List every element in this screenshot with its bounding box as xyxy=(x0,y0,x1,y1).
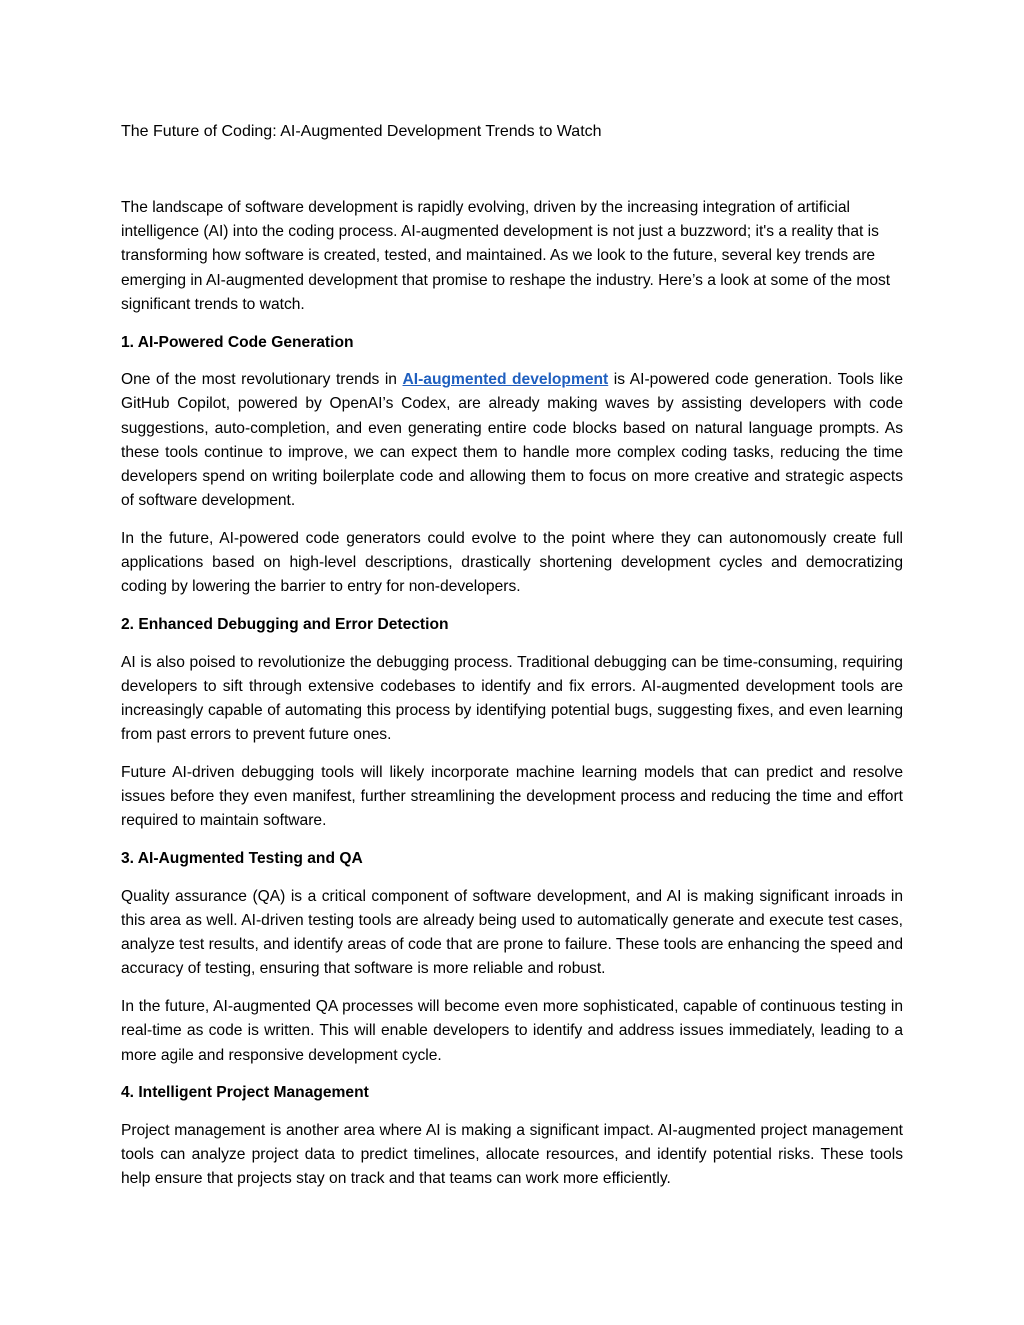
document-body xyxy=(121,196,903,1205)
section-heading-code-generation: 1. AI-Powered Code Generation xyxy=(121,333,354,351)
section-paragraph: AI is also poised to revolutionize the debugging process. Traditional debugging can be time-consuming, requiring developers to sift through extensive codebases to identify and fix errors. AI-augmented development tools are increasingly capable of automating this process by identifying potential bugs, suggesting fixes, and even learning from past errors to prevent future ones. xyxy=(121,653,903,744)
section-paragraph: Future AI-driven debugging tools will likely incorporate machine learning models that can predict and resolve issues before they even manifest, further streamlining the development process and reducing the time and effort required to maintain software. xyxy=(121,764,903,830)
section-heading-debugging: 2. Enhanced Debugging and Error Detection xyxy=(121,616,449,634)
section-paragraph: In the future, AI-augmented QA processes will become even more sophisticated, capable of continuous testing in real-time as code is written. This will enable developers to identify and address issues immediately, leading to a more agile and responsive development cycle. xyxy=(121,998,903,1064)
section-paragraph: Project management is another area where AI is making a significant impact. AI-augmented project management tools can analyze project data to predict timelines, allocate resources, and identify potential risks. These tools help ensure that projects stay on track and that teams can work more efficiently. xyxy=(121,1122,903,1188)
section-paragraph: Quality assurance (QA) is a critical component of software development, and AI is making significant inroads in this area as well. AI-driven testing tools are already being used to automatically generate and execute test cases, analyze test results, and identify areas of code that are prone to failure. These tools are enhancing the speed and accuracy of testing, ensuring that software is more reliable and robust. xyxy=(121,887,903,978)
section-paragraph: In the future, AI-powered code generators could evolve to the point where they can autonomously create full applications based on high-level descriptions, drastically shortening development cycles and democratizing coding by lowering the barrier to entry for non-developers. xyxy=(121,529,903,596)
paragraph-text: is AI-powered code generation. Tools like GitHub Copilot, powered by OpenAI’s Codex, are already making waves by assisting developers with code suggestions, auto-completion, and even generating entire code blocks based on natural language prompts. As these tools continue to improve, we can expect them to handle more complex coding tasks, reducing the time developers spend on writing boilerplate code and allowing them to focus on more creative and strategic aspects of software development. xyxy=(121,371,903,510)
paragraph-text: One of the most revolutionary trends in xyxy=(121,371,403,389)
section-heading-testing-qa: 3. AI-Augmented Testing and QA xyxy=(121,850,363,868)
section-paragraph xyxy=(121,368,903,513)
document-title: The Future of Coding: AI-Augmented Development Trends to Watch xyxy=(121,123,602,140)
section-heading-project-management: 4. Intelligent Project Management xyxy=(121,1084,369,1102)
ai-augmented-development-link[interactable]: AI-augmented development xyxy=(402,371,609,389)
intro-paragraph: The landscape of software development is rapidly evolving, driven by the increasing integration of artificial intelligence (AI) into the coding process. AI-augmented development is not just a buzzword; it's a reality that is transforming how software is created, tested, and maintained. As we look to the future, several key trends are emerging in AI-augmented development that promise to reshape the industry. Here’s a look at some of the most significant trends to watch. xyxy=(121,199,891,313)
